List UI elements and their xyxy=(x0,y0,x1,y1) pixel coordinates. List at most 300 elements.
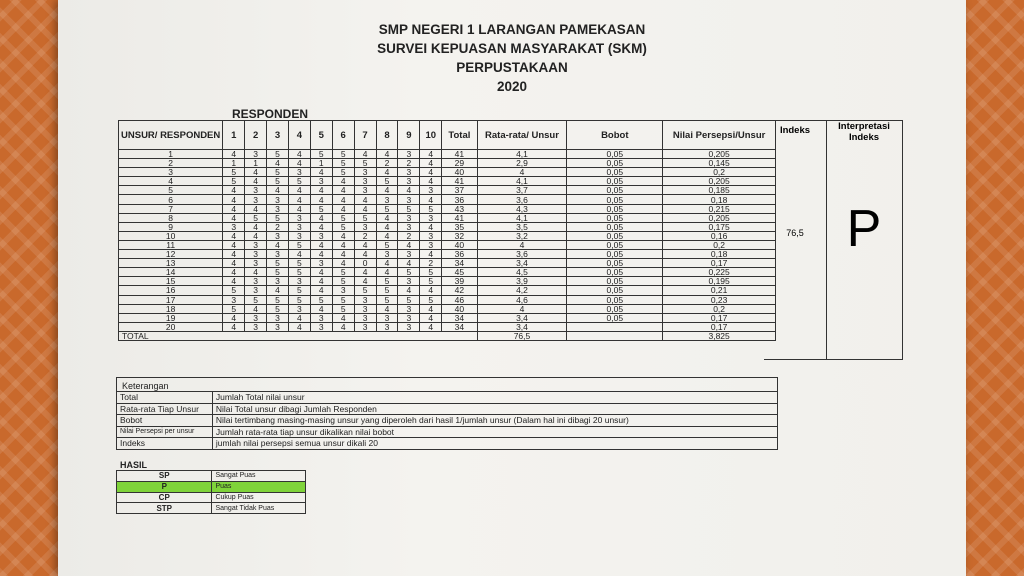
keterangan-desc: Jumlah Total nilai unsur xyxy=(212,392,777,404)
score-cell: 4 xyxy=(288,150,310,159)
score-cell: 4 xyxy=(420,322,442,331)
row-nilai: 0,205 xyxy=(663,177,776,186)
row-total: 41 xyxy=(442,213,477,222)
header-col-9: 9 xyxy=(398,121,420,150)
score-cell: 3 xyxy=(354,322,376,331)
score-cell: 4 xyxy=(223,204,245,213)
score-cell: 3 xyxy=(310,231,332,240)
score-cell: 4 xyxy=(288,322,310,331)
keterangan-desc: Nilai Total unsur dibagi Jumlah Responden xyxy=(212,403,777,415)
row-total: 41 xyxy=(442,150,477,159)
score-cell: 4 xyxy=(223,150,245,159)
score-cell: 5 xyxy=(288,268,310,277)
score-cell: 3 xyxy=(245,322,267,331)
table-header-row xyxy=(119,121,776,150)
score-cell: 3 xyxy=(376,313,398,322)
score-cell: 4 xyxy=(398,186,420,195)
score-cell: 4 xyxy=(376,222,398,231)
total-bobot-empty xyxy=(567,331,663,340)
score-cell: 5 xyxy=(376,204,398,213)
row-rata: 4 xyxy=(477,240,567,249)
score-cell: 3 xyxy=(310,259,332,268)
table-row xyxy=(119,186,776,195)
row-rata: 4,5 xyxy=(477,268,567,277)
score-cell: 4 xyxy=(420,250,442,259)
score-cell: 5 xyxy=(420,268,442,277)
row-total: 45 xyxy=(442,268,477,277)
row-bobot xyxy=(567,322,663,331)
row-number: 1 xyxy=(119,150,223,159)
header-interpretasi: Interpretasi Indeks xyxy=(838,121,890,143)
score-cell: 4 xyxy=(376,150,398,159)
row-rata: 4 xyxy=(477,168,567,177)
score-cell: 3 xyxy=(245,277,267,286)
score-cell: 5 xyxy=(310,295,332,304)
score-cell: 4 xyxy=(310,240,332,249)
row-bobot: 0,05 xyxy=(567,259,663,268)
row-bobot: 0,05 xyxy=(567,195,663,204)
score-cell: 2 xyxy=(354,231,376,240)
score-cell: 4 xyxy=(267,286,289,295)
score-cell: 4 xyxy=(223,240,245,249)
hasil-label: Sangat Puas xyxy=(212,471,306,482)
indeks-column xyxy=(764,120,827,360)
hasil-row xyxy=(117,471,306,482)
survey-title: SURVEI KEPUASAN MASYARAKAT (SKM) xyxy=(377,41,647,56)
score-cell: 4 xyxy=(376,168,398,177)
score-cell: 5 xyxy=(332,295,354,304)
row-number: 17 xyxy=(119,295,223,304)
row-bobot: 0,05 xyxy=(567,222,663,231)
keterangan-title: Keterangan xyxy=(122,381,169,391)
score-cell: 4 xyxy=(223,268,245,277)
total-row xyxy=(119,331,776,340)
table-row xyxy=(119,204,776,213)
header-col-10: 10 xyxy=(420,121,442,150)
row-nilai: 0,205 xyxy=(663,213,776,222)
score-cell: 2 xyxy=(398,231,420,240)
score-cell: 3 xyxy=(267,250,289,259)
row-rata: 4,3 xyxy=(477,204,567,213)
score-cell: 4 xyxy=(245,204,267,213)
score-cell: 3 xyxy=(267,277,289,286)
score-cell: 4 xyxy=(310,168,332,177)
row-rata: 3,9 xyxy=(477,277,567,286)
score-cell: 4 xyxy=(420,222,442,231)
score-cell: 4 xyxy=(245,222,267,231)
row-total: 46 xyxy=(442,295,477,304)
score-cell: 1 xyxy=(223,159,245,168)
score-cell: 3 xyxy=(267,204,289,213)
score-cell: 4 xyxy=(354,240,376,249)
hasil-row xyxy=(117,503,306,514)
score-cell: 4 xyxy=(245,304,267,313)
year-title: 2020 xyxy=(496,79,528,94)
row-rata: 3,4 xyxy=(477,259,567,268)
score-cell: 3 xyxy=(245,186,267,195)
score-cell: 4 xyxy=(332,231,354,240)
row-rata: 3,7 xyxy=(477,186,567,195)
table-row xyxy=(119,304,776,313)
row-number: 9 xyxy=(119,222,223,231)
score-cell: 5 xyxy=(288,286,310,295)
score-cell: 4 xyxy=(245,268,267,277)
score-cell: 3 xyxy=(267,322,289,331)
score-cell: 3 xyxy=(354,186,376,195)
score-cell: 4 xyxy=(332,322,354,331)
score-cell: 4 xyxy=(332,195,354,204)
score-cell: 4 xyxy=(288,313,310,322)
table-row xyxy=(119,286,776,295)
score-cell: 5 xyxy=(288,177,310,186)
row-rata: 3,4 xyxy=(477,313,567,322)
score-cell: 5 xyxy=(267,150,289,159)
row-total: 37 xyxy=(442,186,477,195)
table-row xyxy=(119,277,776,286)
score-cell: 4 xyxy=(310,304,332,313)
score-cell: 4 xyxy=(332,204,354,213)
score-cell: 4 xyxy=(288,159,310,168)
keterangan-row xyxy=(117,415,778,427)
row-bobot: 0,05 xyxy=(567,268,663,277)
score-cell: 3 xyxy=(310,313,332,322)
interpretasi-column xyxy=(826,120,903,360)
row-bobot: 0,05 xyxy=(567,313,663,322)
keterangan-term: Bobot xyxy=(117,415,213,427)
row-bobot: 0,05 xyxy=(567,250,663,259)
score-cell: 4 xyxy=(332,250,354,259)
score-cell: 5 xyxy=(223,177,245,186)
total-label: TOTAL xyxy=(119,331,478,340)
score-cell: 5 xyxy=(376,286,398,295)
score-cell: 5 xyxy=(332,277,354,286)
row-number: 3 xyxy=(119,168,223,177)
row-total: 34 xyxy=(442,259,477,268)
row-nilai: 0,175 xyxy=(663,222,776,231)
row-number: 20 xyxy=(119,322,223,331)
header-col-8: 8 xyxy=(376,121,398,150)
score-cell: 5 xyxy=(288,240,310,249)
score-cell: 4 xyxy=(223,195,245,204)
score-cell: 3 xyxy=(245,240,267,249)
keterangan-term: Indeks xyxy=(117,438,213,450)
header-nilai: Nilai Persepsi/Unsur xyxy=(663,121,776,150)
table-row xyxy=(119,295,776,304)
header-unsur: UNSUR/ RESPONDEN xyxy=(119,121,223,150)
score-cell: 4 xyxy=(376,186,398,195)
score-cell: 4 xyxy=(310,277,332,286)
table-row xyxy=(119,195,776,204)
score-cell: 3 xyxy=(398,222,420,231)
header-col-4: 4 xyxy=(288,121,310,150)
score-cell: 3 xyxy=(310,322,332,331)
score-cell: 5 xyxy=(332,222,354,231)
score-cell: 5 xyxy=(245,213,267,222)
row-total: 36 xyxy=(442,195,477,204)
row-total: 42 xyxy=(442,286,477,295)
score-cell: 3 xyxy=(420,240,442,249)
score-cell: 3 xyxy=(245,259,267,268)
score-cell: 4 xyxy=(332,259,354,268)
total-rata: 76,5 xyxy=(477,331,567,340)
score-cell: 3 xyxy=(398,213,420,222)
row-total: 29 xyxy=(442,159,477,168)
score-cell: 3 xyxy=(245,286,267,295)
score-cell: 3 xyxy=(398,304,420,313)
score-cell: 5 xyxy=(332,150,354,159)
table-row xyxy=(119,322,776,331)
score-cell: 4 xyxy=(288,204,310,213)
table-row xyxy=(119,240,776,249)
score-cell: 5 xyxy=(420,295,442,304)
row-rata: 3,6 xyxy=(477,195,567,204)
score-cell: 5 xyxy=(267,268,289,277)
score-cell: 3 xyxy=(398,195,420,204)
header-col-5: 5 xyxy=(310,121,332,150)
keterangan-desc: Nilai tertimbang masing-masing unsur yang diperoleh dari hasil 1/jumlah unsur (Dalam hal ini dibagi 20 unsur) xyxy=(212,415,777,427)
row-bobot: 0,05 xyxy=(567,177,663,186)
score-cell: 4 xyxy=(354,204,376,213)
score-cell: 4 xyxy=(376,259,398,268)
score-cell: 5 xyxy=(398,268,420,277)
score-cell: 2 xyxy=(420,259,442,268)
score-cell: 4 xyxy=(420,195,442,204)
row-number: 8 xyxy=(119,213,223,222)
row-number: 14 xyxy=(119,268,223,277)
score-cell: 4 xyxy=(223,213,245,222)
table-row xyxy=(119,222,776,231)
row-rata: 4,1 xyxy=(477,150,567,159)
school-name: SMP NEGERI 1 LARANGAN PAMEKASAN xyxy=(378,22,646,37)
row-rata: 3,5 xyxy=(477,222,567,231)
row-rata: 4,1 xyxy=(477,213,567,222)
score-cell: 4 xyxy=(223,231,245,240)
score-cell: 5 xyxy=(398,204,420,213)
score-cell: 5 xyxy=(223,286,245,295)
score-cell: 3 xyxy=(354,313,376,322)
indeks-value: 76,5 xyxy=(786,228,804,238)
table-row xyxy=(119,268,776,277)
score-cell: 4 xyxy=(267,240,289,249)
score-cell: 5 xyxy=(310,204,332,213)
score-cell: 3 xyxy=(288,231,310,240)
score-cell: 5 xyxy=(223,168,245,177)
score-cell: 3 xyxy=(223,295,245,304)
score-cell: 4 xyxy=(310,286,332,295)
score-cell: 4 xyxy=(310,186,332,195)
header-col-7: 7 xyxy=(354,121,376,150)
row-nilai: 0,17 xyxy=(663,313,776,322)
score-cell: 3 xyxy=(420,186,442,195)
score-cell: 3 xyxy=(288,304,310,313)
table-row xyxy=(119,159,776,168)
score-cell: 4 xyxy=(420,313,442,322)
row-bobot: 0,05 xyxy=(567,168,663,177)
row-number: 6 xyxy=(119,195,223,204)
score-cell: 4 xyxy=(223,322,245,331)
row-bobot: 0,05 xyxy=(567,186,663,195)
score-cell: 4 xyxy=(376,213,398,222)
row-number: 13 xyxy=(119,259,223,268)
keterangan-row xyxy=(117,438,778,450)
row-total: 43 xyxy=(442,204,477,213)
row-nilai: 0,17 xyxy=(663,259,776,268)
score-cell: 5 xyxy=(332,304,354,313)
row-bobot: 0,05 xyxy=(567,295,663,304)
score-cell: 4 xyxy=(376,304,398,313)
hasil-table xyxy=(116,470,306,514)
score-cell: 3 xyxy=(398,250,420,259)
score-cell: 4 xyxy=(245,231,267,240)
header-col-2: 2 xyxy=(245,121,267,150)
table-row xyxy=(119,250,776,259)
row-number: 12 xyxy=(119,250,223,259)
score-cell: 5 xyxy=(420,204,442,213)
table-row xyxy=(119,313,776,322)
hasil-label: Sangat Tidak Puas xyxy=(212,503,306,514)
score-cell: 4 xyxy=(420,168,442,177)
score-cell: 4 xyxy=(354,250,376,259)
row-bobot: 0,05 xyxy=(567,277,663,286)
row-bobot: 0,05 xyxy=(567,231,663,240)
score-cell: 5 xyxy=(354,213,376,222)
score-cell: 5 xyxy=(267,168,289,177)
header-rata: Rata-rata/ Unsur xyxy=(477,121,567,150)
score-cell: 3 xyxy=(245,195,267,204)
row-nilai: 0,215 xyxy=(663,204,776,213)
score-cell: 3 xyxy=(267,195,289,204)
row-number: 7 xyxy=(119,204,223,213)
row-rata: 4,2 xyxy=(477,286,567,295)
row-rata: 4 xyxy=(477,304,567,313)
header-col-6: 6 xyxy=(332,121,354,150)
header-col-1: 1 xyxy=(223,121,245,150)
score-cell: 4 xyxy=(310,195,332,204)
score-cell: 4 xyxy=(310,250,332,259)
row-number: 19 xyxy=(119,313,223,322)
row-total: 32 xyxy=(442,231,477,240)
score-cell: 3 xyxy=(245,250,267,259)
score-cell: 5 xyxy=(267,213,289,222)
row-nilai: 0,145 xyxy=(663,159,776,168)
score-cell: 3 xyxy=(267,313,289,322)
hasil-row xyxy=(117,481,306,492)
score-cell: 4 xyxy=(354,268,376,277)
keterangan-term: Nilai Persepsi per unsur xyxy=(117,426,213,438)
row-bobot: 0,05 xyxy=(567,204,663,213)
score-cell: 4 xyxy=(420,286,442,295)
score-cell: 3 xyxy=(354,304,376,313)
score-cell: 5 xyxy=(267,177,289,186)
row-total: 39 xyxy=(442,277,477,286)
score-cell: 4 xyxy=(223,186,245,195)
score-cell: 4 xyxy=(354,195,376,204)
score-cell: 3 xyxy=(398,322,420,331)
score-cell: 2 xyxy=(267,222,289,231)
score-cell: 5 xyxy=(267,259,289,268)
score-cell: 4 xyxy=(398,286,420,295)
score-cell: 5 xyxy=(332,168,354,177)
row-nilai: 0,205 xyxy=(663,150,776,159)
keterangan-desc: Jumlah rata-rata tiap unsur dikalikan nilai bobot xyxy=(212,426,777,438)
score-cell: 4 xyxy=(267,186,289,195)
score-cell: 2 xyxy=(398,159,420,168)
row-nilai: 0,185 xyxy=(663,186,776,195)
score-cell: 4 xyxy=(288,250,310,259)
row-bobot: 0,05 xyxy=(567,240,663,249)
score-cell: 4 xyxy=(288,195,310,204)
score-cell: 5 xyxy=(332,159,354,168)
hasil-label: Puas xyxy=(212,481,306,492)
score-cell: 5 xyxy=(398,295,420,304)
score-cell: 3 xyxy=(288,213,310,222)
row-bobot: 0,05 xyxy=(567,159,663,168)
score-cell: 4 xyxy=(223,313,245,322)
score-cell: 5 xyxy=(332,268,354,277)
score-cell: 3 xyxy=(354,177,376,186)
row-bobot: 0,05 xyxy=(567,286,663,295)
row-number: 18 xyxy=(119,304,223,313)
score-cell: 3 xyxy=(332,286,354,295)
score-cell: 4 xyxy=(332,240,354,249)
hasil-title: HASIL xyxy=(120,460,147,470)
row-rata: 4,1 xyxy=(477,177,567,186)
score-cell: 4 xyxy=(354,150,376,159)
row-number: 10 xyxy=(119,231,223,240)
score-cell: 3 xyxy=(398,313,420,322)
table-row xyxy=(119,213,776,222)
row-rata: 3,2 xyxy=(477,231,567,240)
score-cell: 4 xyxy=(398,259,420,268)
row-bobot: 0,05 xyxy=(567,150,663,159)
score-cell: 3 xyxy=(376,250,398,259)
responden-label: RESPONDEN xyxy=(232,107,309,121)
score-cell: 4 xyxy=(398,240,420,249)
score-cell: 5 xyxy=(267,304,289,313)
row-bobot: 0,05 xyxy=(567,213,663,222)
hasil-label: Cukup Puas xyxy=(212,492,306,503)
score-cell: 3 xyxy=(398,177,420,186)
score-cell: 4 xyxy=(223,250,245,259)
score-cell: 5 xyxy=(376,277,398,286)
header-col-3: 3 xyxy=(267,121,289,150)
score-cell: 4 xyxy=(420,177,442,186)
score-cell: 3 xyxy=(376,195,398,204)
row-rata: 3,6 xyxy=(477,250,567,259)
score-cell: 3 xyxy=(398,150,420,159)
score-cell: 3 xyxy=(398,277,420,286)
header-total: Total xyxy=(442,121,477,150)
score-cell: 4 xyxy=(310,222,332,231)
hasil-code: SP xyxy=(117,471,212,482)
score-cell: 4 xyxy=(332,177,354,186)
row-nilai: 0,18 xyxy=(663,250,776,259)
score-cell: 2 xyxy=(376,159,398,168)
score-cell: 1 xyxy=(245,159,267,168)
row-total: 34 xyxy=(442,313,477,322)
row-nilai: 0,23 xyxy=(663,295,776,304)
row-rata: 2,9 xyxy=(477,159,567,168)
table-row xyxy=(119,168,776,177)
score-cell: 3 xyxy=(288,277,310,286)
header-indeks: Indeks xyxy=(779,125,811,136)
score-cell: 3 xyxy=(354,295,376,304)
score-cell: 5 xyxy=(288,259,310,268)
table-row xyxy=(119,150,776,159)
row-nilai: 0,195 xyxy=(663,277,776,286)
score-cell: 5 xyxy=(332,213,354,222)
score-cell: 3 xyxy=(354,168,376,177)
